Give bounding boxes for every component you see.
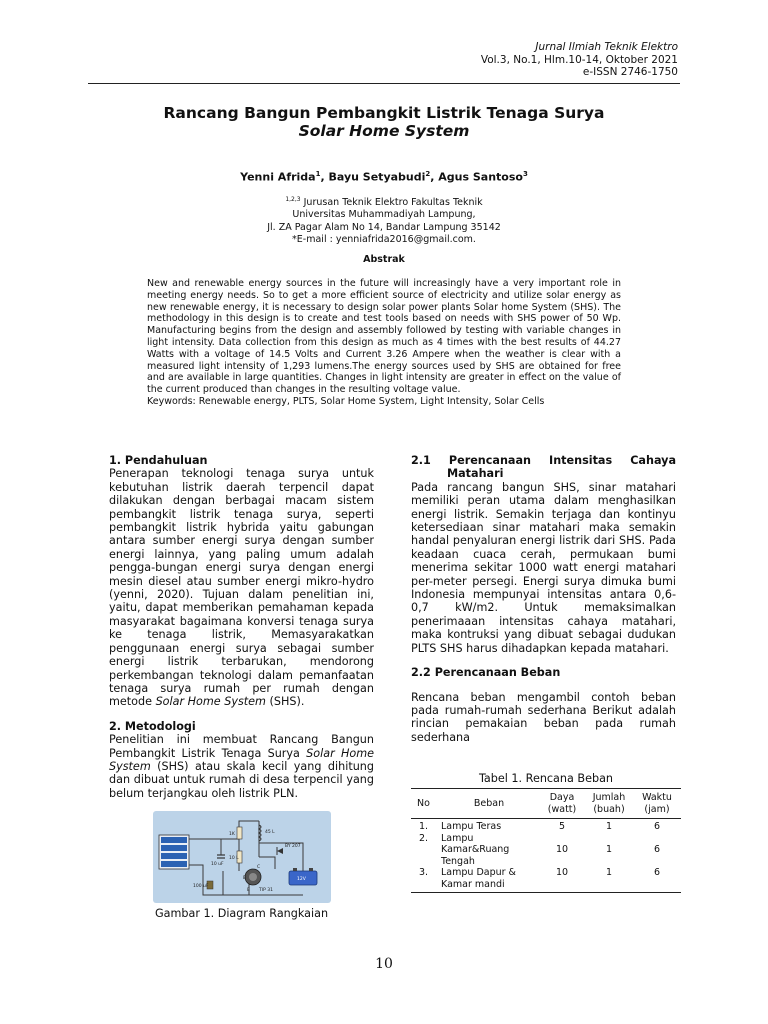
abstract-body xyxy=(147,278,621,408)
email: *E-mail : yenniafrida2016@gmail.com. xyxy=(292,233,476,245)
label-cap2: 100 uF xyxy=(193,884,209,889)
section-heading-beban: 2.2 Perencanaan Beban xyxy=(411,666,561,680)
label-pin-c: C xyxy=(257,865,261,870)
label-coil: 45 L xyxy=(265,830,275,835)
journal-header xyxy=(481,41,678,79)
author-sup: 2 xyxy=(425,170,431,178)
table-row xyxy=(411,867,681,893)
keywords: Keywords: Renewable energy, PLTS, Solar Home System, Light Intensity, Solar Cells xyxy=(147,395,545,407)
section-body-pendahuluan xyxy=(109,467,374,708)
load-plan-table xyxy=(411,788,681,893)
author-name: Yenni Afrida xyxy=(240,170,316,184)
col-header-daya xyxy=(539,789,585,819)
label-diode: BY 207 xyxy=(285,844,301,849)
text-span: Penerapan teknologi tenaga surya untuk kebutuhan listrik daerah terpencil dapat dilakukan dengan berbagai macam sistem pembangkit listrik tenaga surya, seperti pembangkit listrik hybrida yaitu gabungan antara sumber energi surya dengan sumber energi lainnya, yang paling umum adalah pengga-bungan energi surya dengan energi mesin diesel atau sumber energi mikro-hydro (yenni, 2020). Tujuan dalam penelitian ini, yaitu, dapat memberikan pemahaman kepada masyarakat bagaimana konversi tenaga surya ke tenaga listrik, Memasyarakatkan penggunaan energi surya sebagai sumber energi listrik terbarukan, mendorong perkembangan teknologi dalam pemanfaatan tenaga surya rumah per rumah dengan metode xyxy=(109,467,374,709)
header-line: Jumlah xyxy=(592,792,626,803)
title-line-1: Rancang Bangun Pembangkit Listrik Tenaga Surya xyxy=(163,104,605,122)
author-sep: , xyxy=(430,170,439,184)
cell-jumlah: 1 xyxy=(605,844,613,855)
solar-panel-icon xyxy=(159,835,189,869)
cell-no: 2. xyxy=(419,832,429,844)
figure-caption: Gambar 1. Diagram Rangkaian xyxy=(154,907,329,920)
left-column xyxy=(109,454,374,800)
col-header-beban: Beban xyxy=(439,789,539,819)
label-cap1: 10 uF xyxy=(211,862,224,867)
cell-jumlah: 1 xyxy=(585,867,633,893)
text-span: (SHS). xyxy=(265,695,305,709)
author-sup: 3 xyxy=(522,170,528,178)
author-sep: , xyxy=(320,170,329,184)
cell-waktu: 6 xyxy=(653,821,661,832)
author-name: Agus Santoso xyxy=(438,170,523,184)
section-heading-intensitas xyxy=(411,454,676,481)
section-body-beban: Rencana beban mengambil contoh beban pada rumah-rumah sederhana Berikut adalah rincian pemakaian beban pada rumah sederhana xyxy=(411,690,676,744)
transistor-icon xyxy=(245,869,261,885)
table-caption: Tabel 1. Rencana Beban xyxy=(478,772,614,785)
table-header-row xyxy=(411,789,681,819)
text-span: (SHS) atau skala kecil yang dihitung dan dibuat untuk rumah di desa terpencil yang belum terjangkau oleh listrik PLN. xyxy=(109,759,374,800)
cell-daya: 5 xyxy=(558,821,566,832)
affiliation-line-2: Universitas Muhammadiyah Lampung, xyxy=(292,209,476,221)
cell-beban: Lampu Dapur & Kamar mandi xyxy=(439,867,539,893)
label-battery: 12V xyxy=(297,877,306,882)
header-line: (buah) xyxy=(593,803,625,815)
author-name: Bayu Setyabudi xyxy=(328,170,426,184)
page-number: 10 xyxy=(375,956,393,972)
volume-info: Vol.3, No.1, Hlm.10-14, Oktober 2021 xyxy=(480,53,678,66)
cell-waktu: 6 xyxy=(653,844,661,855)
italic-term: Solar Home System xyxy=(155,695,266,709)
affiliation-line-1: Jurusan Teknik Elektro Fakultas Teknik xyxy=(300,197,483,209)
cell-beban: Lampu Teras xyxy=(441,821,502,832)
title-line-2: Solar Home System xyxy=(298,122,470,140)
paper-title xyxy=(88,104,680,141)
section-body-metodologi xyxy=(109,733,374,800)
header-line: Daya xyxy=(549,792,575,803)
circuit-diagram-figure xyxy=(153,811,331,903)
resistor-icon xyxy=(237,827,242,839)
journal-name: Jurnal Ilmiah Teknik Elektro xyxy=(535,41,678,53)
author-sup: 1 xyxy=(315,170,321,178)
label-r1: 1K xyxy=(229,832,235,837)
col-header-waktu xyxy=(633,789,681,819)
text-span: Penelitian ini membuat Rancang Bangun Pembangkit Listrik Tenaga Surya xyxy=(109,733,374,760)
label-pin-b: B xyxy=(243,876,247,881)
cell-jumlah: 1 xyxy=(605,821,613,832)
section-body-intensitas: Pada rancang bangun SHS, sinar matahari memiliki peran utama dalam menghasilkan energi listrik. Semakin terjaga dan kontinyu ketersediaan sinar matahari maka semakin handal penyaluran energi listrik dari SHS. Pada keadaan cuaca cerah, permukaan bumi menerima sekitar 1000 watt energi matahari per-meter persegi. Energi surya dimuka bumi Indonesia mempunyai intensitas antara 0,6-0,7 kW/m2. Untuk memaksimalkan penerimaaan intensitas cahaya matahari, maka kontruksi yang dibuat sebagai dudukan PLTS SHS harus dihadapkan kepada matahari. xyxy=(411,480,676,655)
header-line: (jam) xyxy=(644,803,670,815)
affiliation-line-3: Jl. ZA Pagar Alam No 14, Bandar Lampung 35142 xyxy=(267,221,501,233)
cell-daya: 10 xyxy=(539,867,585,893)
table-row xyxy=(411,819,681,833)
cell-beban: Lampu Kamar&Ruang Tengah xyxy=(441,832,510,867)
cell-no: 1. xyxy=(419,821,429,832)
affiliation-sup: 1,2,3 xyxy=(285,196,301,203)
col-header-no: No xyxy=(411,789,439,819)
issn: e-ISSN 2746-1750 xyxy=(582,66,678,78)
right-column xyxy=(411,454,676,744)
circuit-diagram xyxy=(153,811,331,903)
header-line: Waktu xyxy=(642,792,672,803)
abstract-heading: Abstrak xyxy=(363,254,405,265)
table-row xyxy=(411,833,681,868)
col-header-jumlah xyxy=(585,789,633,819)
section-heading-pendahuluan: 1. Pendahuluan xyxy=(109,454,208,467)
abstract-text: New and renewable energy sources in the future will increasingly have a very important role in meeting energy needs. So to get a more efficient source of electricity and utilize solar energy as new renewable energy, it is necessary to design solar power plants Solar home System (SHS). The methodology in this design is to create and test tools based on needs with SHS power of 50 Wp. Manufacturing begins from the design and assembly followed by testing with variable changes in light intensity. Data collection from this design as much as 4 times with the best results of 44.27 Watts with a voltage of 14.5 Volts and Current 3.26 Ampere when the weather is clear with a measured light intensity of 1,293 lumens.The energy sources used by SHS are obtained for free and are available in large quantities. Changes in light intensity are greater in effect on the value of the current produced than changes in the resulting voltage value. xyxy=(147,278,621,396)
affiliation xyxy=(88,194,680,246)
author-list xyxy=(88,170,680,184)
section-heading-metodologi: 2. Metodologi xyxy=(109,719,196,733)
header-rule xyxy=(88,83,680,84)
label-pin-e: E xyxy=(247,888,250,893)
heading-line: Matahari xyxy=(447,467,504,481)
italic-term: Solar Home System xyxy=(109,746,374,773)
label-transistor: TIP 31 xyxy=(259,888,273,893)
cell-daya: 10 xyxy=(555,844,569,855)
header-line: (watt) xyxy=(547,803,577,815)
label-r2: 10 L xyxy=(229,856,239,861)
heading-line: 2.1 Perencanaan Intensitas Cahaya xyxy=(411,454,676,467)
cell-waktu: 6 xyxy=(633,867,681,893)
cell-no: 3. xyxy=(411,867,439,893)
